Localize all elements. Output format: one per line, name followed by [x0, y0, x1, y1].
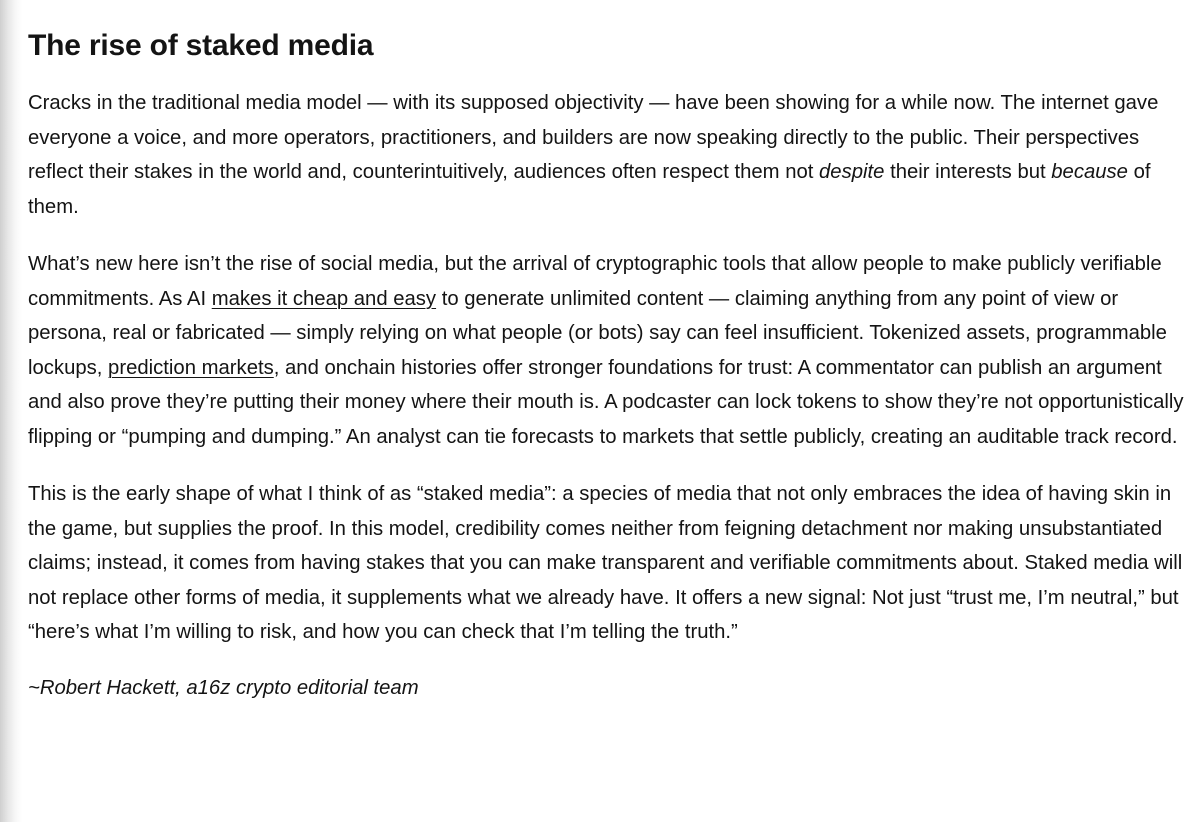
emphasis-despite: despite	[819, 161, 885, 183]
article	[28, 22, 1190, 703]
paragraph-1	[28, 86, 1190, 224]
paragraph-2-text-2: to generate unlimited content — claiming anything from any point of view or persona, real or fabricated — simply relying on what people (or bots) say can feel insufficient. Tokenized assets, programmable lockups,	[28, 287, 1167, 379]
author-signature: ~Robert Hackett, a16z crypto editorial team	[28, 676, 419, 699]
paragraph-1-text-3: of them.	[28, 161, 1151, 218]
emphasis-because: because	[1051, 161, 1128, 183]
paragraph-1-text-2: their interests but	[884, 161, 1052, 183]
link-makes-it-cheap-and-easy[interactable]: makes it cheap and easy	[211, 287, 437, 310]
paragraph-2	[28, 247, 1190, 454]
paragraph-1-text-1: Cracks in the traditional media model — with its supposed objectivity — have been showing for a while now. The internet gave everyone a voice, and more operators, practitioners, and builders are now speaking directly to the public. Their perspectives reflect their stakes in the world and, counterintuitively, audiences often respect them not	[28, 92, 1159, 183]
page-edge-shadow	[0, 0, 22, 822]
paragraph-2-text-1: What’s new here isn’t the rise of social media, but the arrival of cryptographic tools that allow people to make publicly verifiable commitments. As AI	[28, 253, 1162, 310]
link-prediction-markets[interactable]: prediction markets	[108, 356, 274, 379]
paragraph-2-text-3: , and onchain histories offer stronger foundations for trust: A commentator can publish an argument and also prove they’re putting their money where their mouth is. A podcaster can lock tokens to show they’re not opportunistically flipping or “pumping and dumping.” An analyst can tie forecasts to markets that settle publicly, creating an auditable track record.	[28, 356, 1184, 448]
article-title: The rise of staked media	[28, 29, 374, 62]
paragraph-3: This is the early shape of what I think of as “staked media”: a species of media that not only embraces the idea of having skin in the game, but supplies the proof. In this model, credibility comes neither from feigning detachment nor making unsubstantiated claims; instead, it comes from having stakes that you can make transparent and verifiable commitments about. Staked media will not replace other forms of media, it supplements what we already have. It offers a new signal: Not just “trust me, I’m neutral,” but “here’s what I’m willing to risk, and how you can check that I’m telling the truth.”	[28, 483, 1183, 643]
